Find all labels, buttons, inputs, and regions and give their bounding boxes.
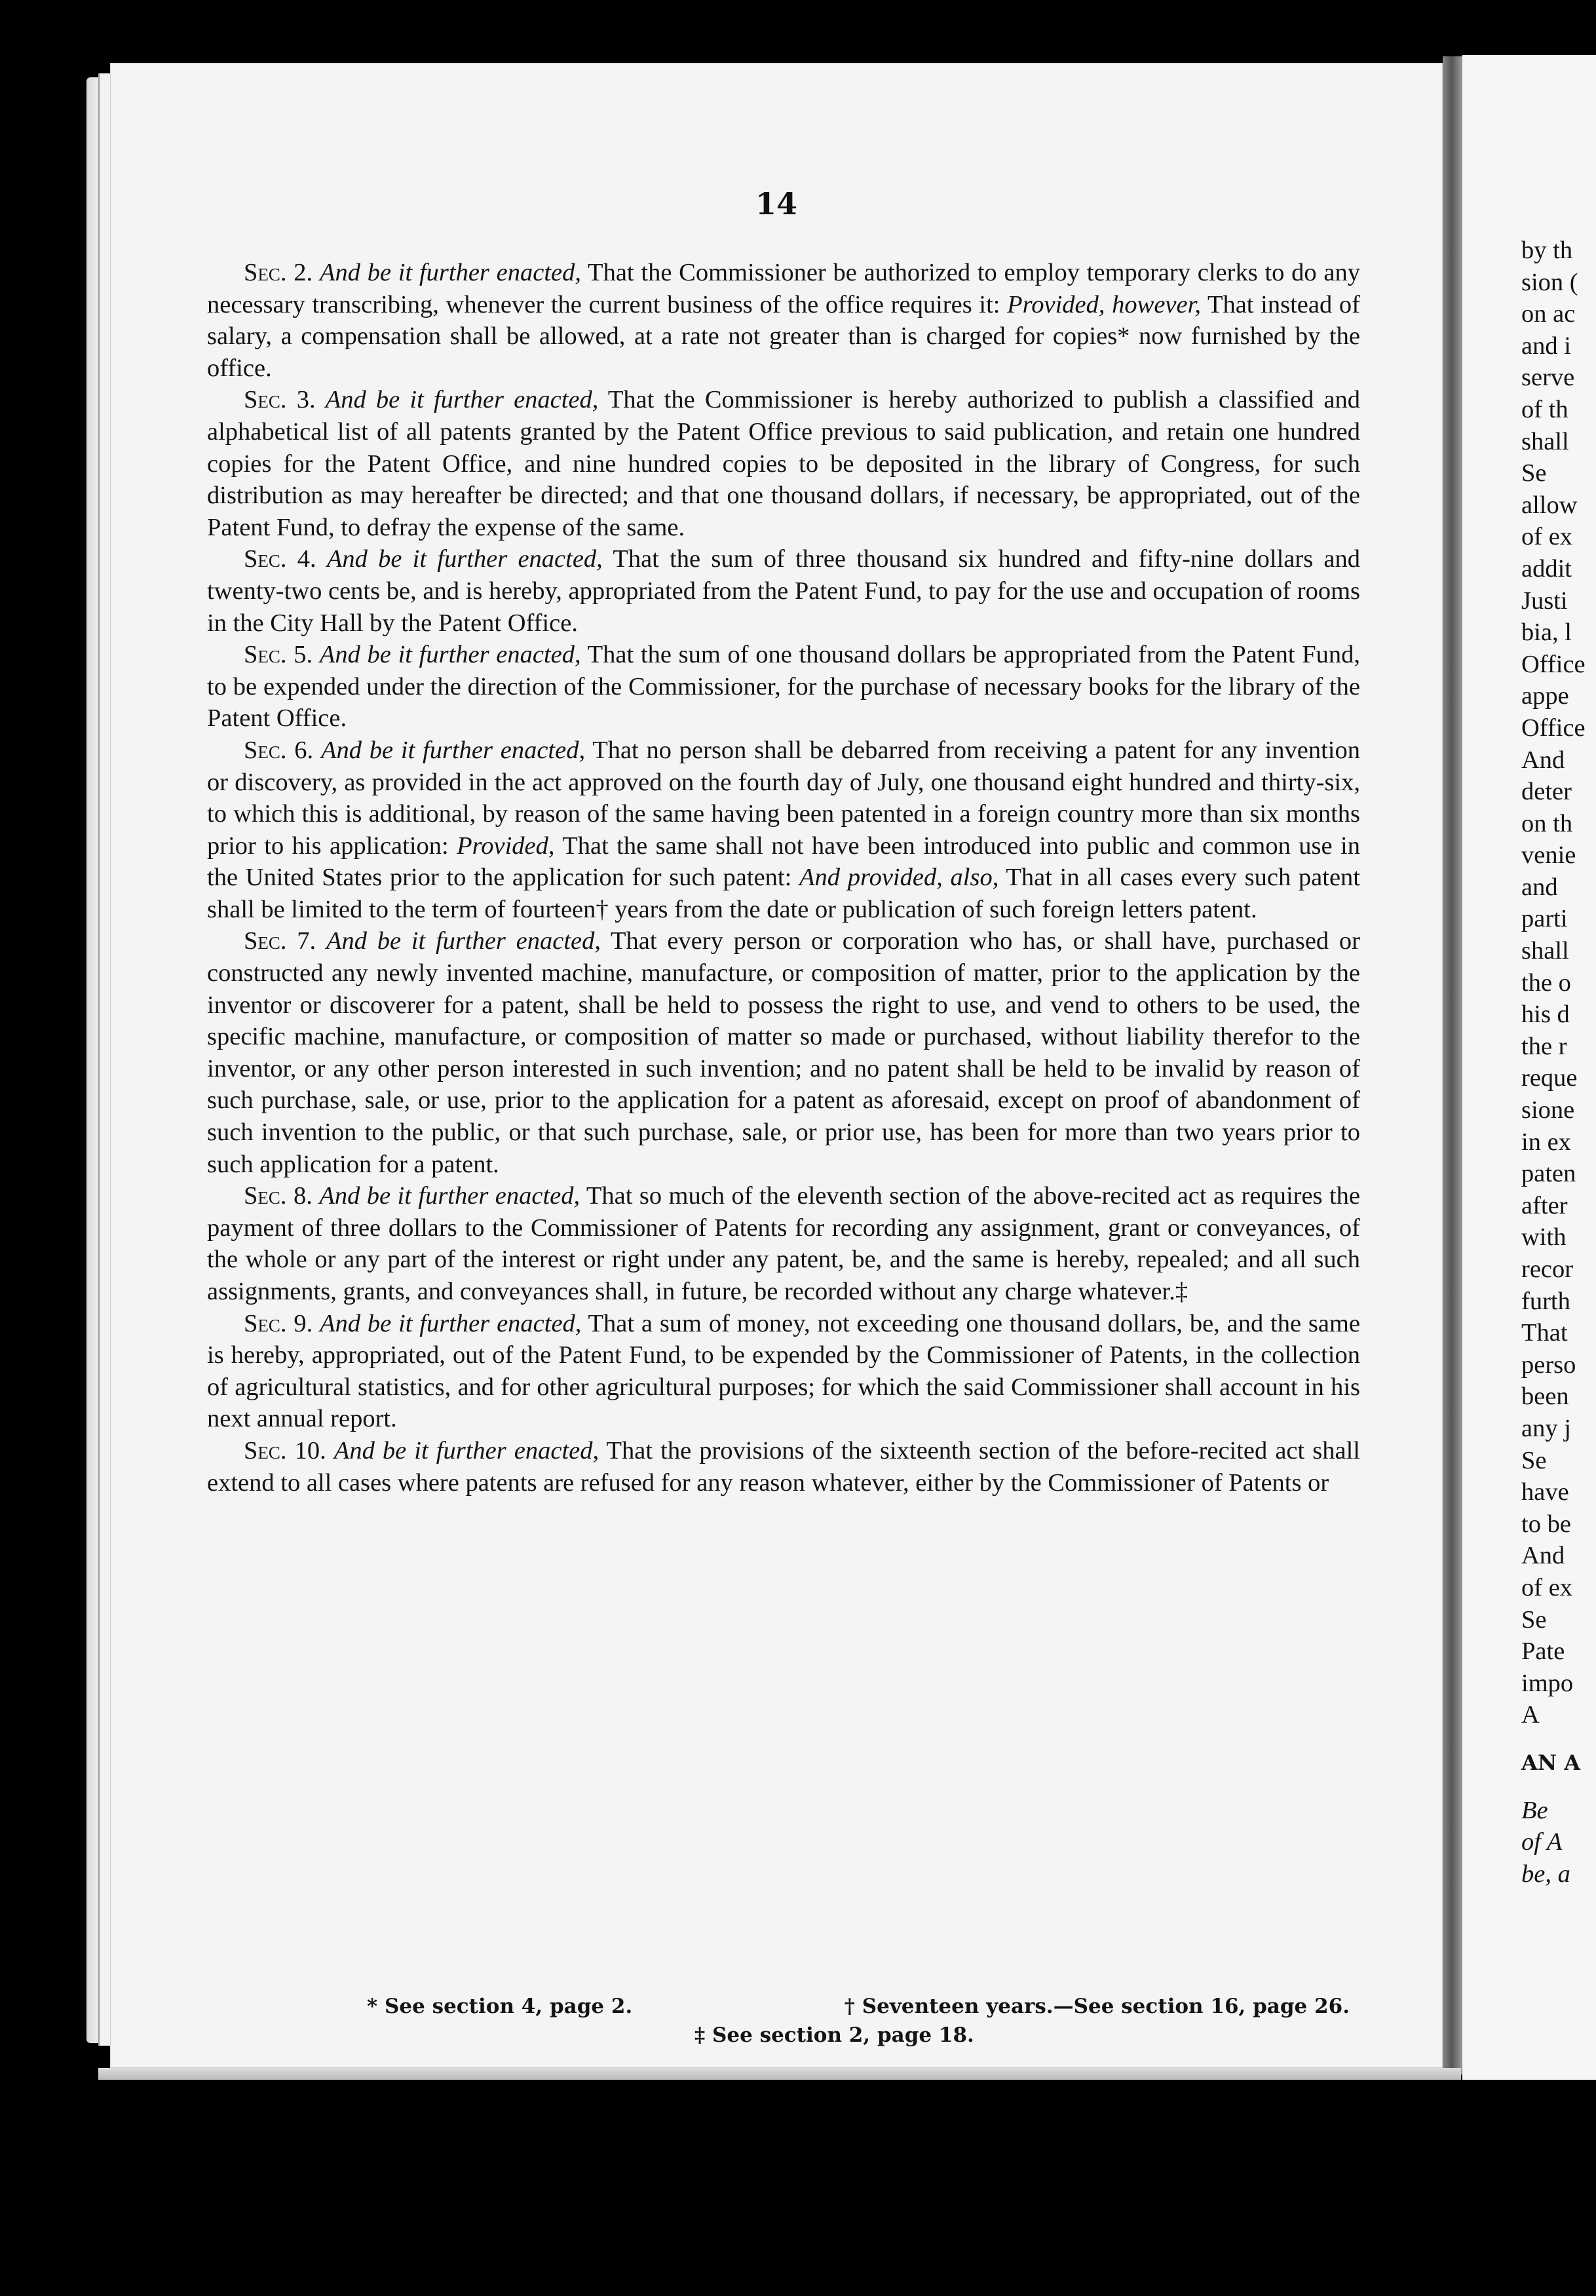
- enacting-clause: And be it further enacted,: [320, 736, 586, 764]
- facing-page-line: in ex: [1521, 1128, 1571, 1156]
- facing-page-gap: [1521, 1731, 1596, 1747]
- facing-page-gap: [1521, 1779, 1596, 1795]
- facing-page-line: bia, l: [1521, 619, 1572, 647]
- facing-page-line: sion (: [1521, 268, 1578, 296]
- facing-page-line: serve: [1521, 364, 1575, 392]
- enacting-clause: And be it further enacted,: [326, 545, 603, 573]
- facing-page-line: the o: [1521, 968, 1571, 997]
- facing-page-line: Se: [1521, 1605, 1547, 1634]
- facing-page-line: Se: [1521, 459, 1547, 488]
- facing-page-line: Office: [1521, 714, 1586, 742]
- footnote-dagger: † Seventeen years.—See section 16, page 26.: [844, 1995, 1350, 2018]
- enacting-clause: And be it further enacted,: [319, 1182, 580, 1210]
- facing-page-line: addit: [1521, 554, 1572, 583]
- facing-page-line: shall: [1521, 427, 1569, 455]
- facing-page-line: deter: [1521, 778, 1572, 806]
- facing-page-line: to be: [1521, 1510, 1571, 1538]
- facing-page-line: by th: [1521, 237, 1573, 264]
- section-number: Sec. 9.: [244, 1309, 313, 1337]
- section-text: That the Commissioner is hereby authorized to publish a classified and alphabetical list of all patents granted by the Patent Office previous to said publication, and retain one hundred copies for the Patent Office, and nine hundred copies to be deposited in the library of Congress, for such distribution as may hereafter be directed; and that one thousand dollars, if necessary, be appropriated, out of the Patent Fund, to defray the expense of the same.: [207, 386, 1361, 541]
- facing-page-line: his d: [1521, 1001, 1570, 1029]
- section-paragraph: [207, 257, 1360, 384]
- page-number: 14: [755, 186, 797, 221]
- facing-page-line: reque: [1521, 1064, 1578, 1092]
- facing-page-line: recor: [1521, 1255, 1574, 1283]
- facing-page-line: Office: [1521, 650, 1586, 678]
- footnotes: [367, 1992, 1350, 2050]
- enacting-clause: And be it further enacted,: [320, 1309, 582, 1337]
- section-text: That in all cases every such patent shall be limited to the term of fourteen† years from the date or publication of such foreign letters patent.: [207, 864, 1360, 923]
- section-text: That every person or corporation who has, or shall have, purchased or constructed any newly invented machine, manufacture, or composition of matter, prior to the application by the inventor or discoverer for a patent, shall be held to possess the right to use, and vend to others to be used, the specific machine, manufacture, or composition of matter so made or purchased, without liability therefor to the inventor, or any other person interested in such invention; and no patent shall be held to be invalid by reason of such purchase, sale, or use, prior to the application for a patent as aforesaid, except on proof of abandonment of such invention to the public, or that such purchase, sale, or prior use, has been for more than two years prior to such application for a patent.: [207, 927, 1361, 1178]
- section-paragraph: [207, 1308, 1360, 1435]
- footnote-star: * See section 4, page 2.: [367, 1995, 633, 2018]
- facing-page-line: after: [1521, 1191, 1568, 1219]
- facing-page-line: And: [1521, 746, 1565, 774]
- facing-page-line: parti: [1521, 905, 1568, 933]
- section-paragraph: [207, 384, 1360, 543]
- section-text: That instead of salary, a compensation shall be allowed, at a rate not greater than is charged for copies* now furnished by the office.: [207, 290, 1360, 382]
- facing-page-line: allow: [1521, 491, 1578, 519]
- facing-page-line: furth: [1521, 1287, 1570, 1315]
- facing-page-line: That: [1521, 1319, 1568, 1347]
- section-paragraph: [207, 1180, 1360, 1307]
- proviso-text: And provided, also,: [799, 864, 999, 892]
- section-text: That the Commissioner be authorized to employ temporary clerks to do any necessary transcribing, whenever the current business of the office requires it:: [207, 259, 1360, 318]
- section-number: Sec. 7.: [244, 927, 316, 955]
- facing-page-line: of th: [1521, 395, 1568, 423]
- facing-page-line: and i: [1521, 332, 1571, 360]
- enacting-clause: And be it further enacted,: [325, 386, 599, 414]
- section-text: That the provisions of the sixteenth section of the before-recited act shall extend to all cases where patents are refused for any reason whatever, either by the Commissioner of Patents or: [207, 1436, 1360, 1497]
- proviso-text: Provided,: [457, 832, 555, 860]
- facing-page-line: of ex: [1521, 1573, 1573, 1601]
- section-paragraph: [207, 639, 1360, 735]
- facing-page-line: shall: [1521, 937, 1569, 965]
- section-text: That the same shall not have been introduced into public and common use in the United States prior to the application for such patent:: [207, 832, 1360, 892]
- proviso-text: Provided, however,: [1007, 290, 1201, 318]
- facing-page-line: on th: [1521, 809, 1573, 837]
- enacting-clause: And be it further enacted,: [319, 641, 581, 669]
- section-number: Sec. 2.: [244, 259, 313, 286]
- facing-page-line: sione: [1521, 1096, 1575, 1124]
- section-number: Sec. 6.: [244, 736, 314, 764]
- section-number: Sec. 5.: [244, 641, 313, 669]
- facing-page-line: perso: [1521, 1350, 1576, 1379]
- book-gutter: [1443, 56, 1462, 2075]
- facing-page-line: And: [1521, 1542, 1565, 1570]
- section-paragraph: [207, 925, 1360, 1180]
- facing-page-line: of A: [1521, 1828, 1563, 1856]
- facing-page-line: Justi: [1521, 586, 1568, 615]
- facing-page-heading: AN A: [1521, 1750, 1581, 1775]
- facing-page-line: any j: [1521, 1414, 1571, 1442]
- facing-page-line: appe: [1521, 682, 1569, 710]
- section-text: That so much of the eleventh section of the above-recited act as requires the payment of three dollars to the Commissioner of Patents for recording any assignment, grant or conveyances, of the whole or any part of the interest or right under any patent, be, and the same is hereby, repealed; and all such assignments, grants, and conveyances shall, in future, be recorded without any charge whatever.‡: [207, 1182, 1361, 1305]
- facing-page-line: impo: [1521, 1669, 1574, 1697]
- facing-page-line: Se: [1521, 1446, 1547, 1474]
- facing-page-line: been: [1521, 1383, 1569, 1411]
- section-number: Sec. 3.: [244, 386, 316, 414]
- facing-page-line: have: [1521, 1478, 1569, 1506]
- section-text: That the sum of three thousand six hundred and fifty-nine dollars and twenty-two cents be, and is hereby, appropriated from the Patent Fund, to pay for the use and occupation of rooms in the City Hall by the Patent Office.: [207, 545, 1361, 637]
- enacting-clause: And be it further enacted,: [319, 259, 581, 286]
- facing-page-line: on ac: [1521, 300, 1576, 328]
- facing-page-line: be, a: [1521, 1860, 1570, 1888]
- facing-page-line: A: [1521, 1701, 1540, 1729]
- section-text: That no person shall be debarred from receiving a patent for any invention or discovery, as provided in the act approved on the fourth day of July, one thousand eight hundred and thirty-six, to which this is additional, by reason of the same having been patented in a foreign country more than six months prior to his application:: [207, 736, 1361, 860]
- facing-page-line: venie: [1521, 841, 1576, 870]
- facing-page-line: Pate: [1521, 1637, 1565, 1666]
- facing-page-line: of ex: [1521, 523, 1573, 551]
- enacting-clause: And be it further enacted,: [333, 1436, 599, 1464]
- facing-page-line: paten: [1521, 1160, 1576, 1188]
- facing-page-text: [1521, 235, 1596, 1890]
- section-paragraph: [207, 543, 1360, 639]
- facing-page-line: Be: [1521, 1796, 1548, 1824]
- section-number: Sec. 10.: [244, 1436, 326, 1464]
- statute-text: [207, 257, 1360, 1499]
- facing-page-line: with: [1521, 1223, 1567, 1252]
- section-number: Sec. 8.: [244, 1182, 313, 1210]
- page-bottom-edge: [98, 2068, 1461, 2080]
- section-number: Sec. 4.: [244, 545, 316, 573]
- section-text: That the sum of one thousand dollars be appropriated from the Patent Fund, to be expended under the direction of the Commissioner, for the purchase of necessary books for the library of the Patent Office.: [207, 641, 1361, 733]
- section-paragraph: [207, 1435, 1360, 1499]
- enacting-clause: And be it further enacted,: [326, 927, 601, 955]
- footnote-double-dagger: ‡ See section 2, page 18.: [694, 2023, 974, 2047]
- section-text: That a sum of money, not exceeding one thousand dollars, be, and the same is hereby, appropriated, out of the Patent Fund, to be expended by the Commissioner of Patents, in the collection of agricultural statistics, and for other agricultural purposes; for which the said Commissioner shall account in his next annual report.: [207, 1309, 1361, 1433]
- section-paragraph: [207, 735, 1360, 926]
- facing-page-line: the r: [1521, 1032, 1567, 1060]
- facing-page-line: and: [1521, 873, 1558, 901]
